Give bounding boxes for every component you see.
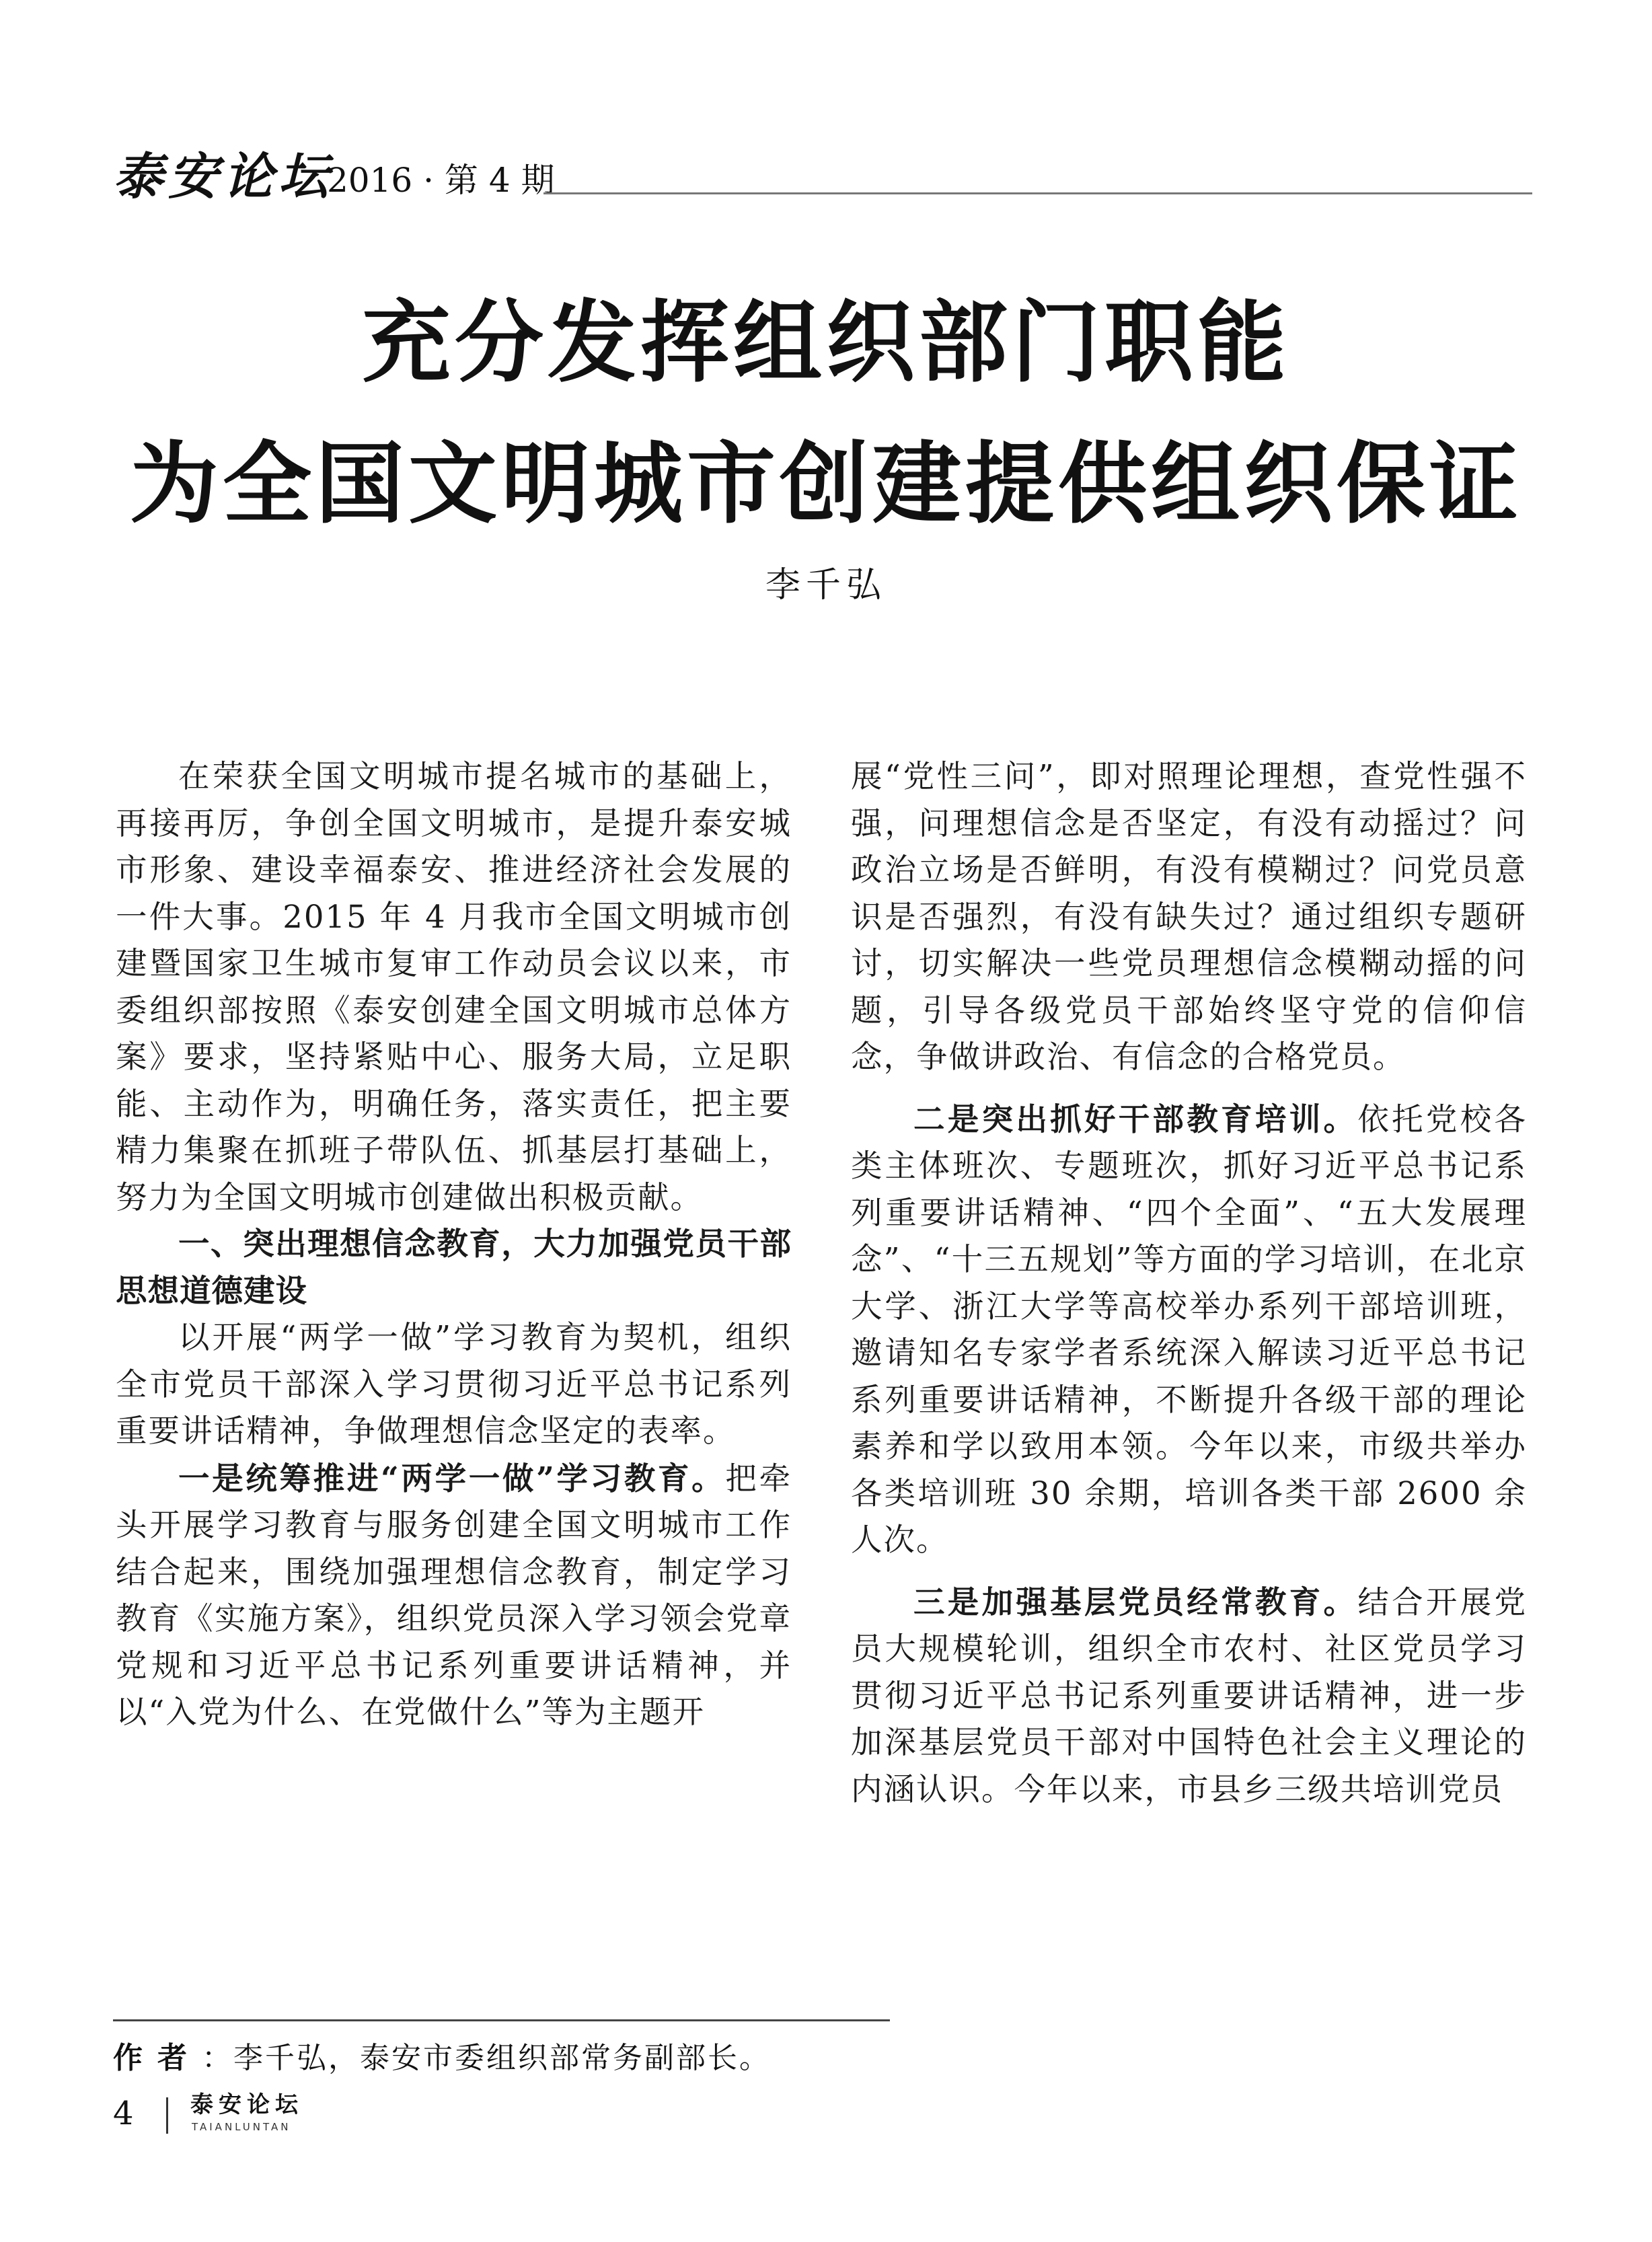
footer-divider [166, 2097, 168, 2134]
right-column [851, 753, 1527, 1813]
header-rule [543, 192, 1532, 194]
footer-pinyin: TAIANLUNTAN [192, 2121, 291, 2133]
paragraph [851, 1579, 1527, 1814]
article-title-line-1: 充分发挥组织部门职能 [362, 291, 1290, 395]
page-number: 4 [113, 2095, 134, 2132]
paragraph-lead: 二是突出抓好干部教育培训。 [913, 1100, 1358, 1137]
paragraph-lead: 一是统筹推进“两学一做”学习教育。 [178, 1459, 726, 1497]
paragraph [851, 1096, 1527, 1564]
article-title-line-2: 为全国文明城市创建提供组织保证 [130, 433, 1522, 536]
footnote-text: ：李千弘，泰安市委组织部常务副部长。 [202, 2041, 771, 2075]
paragraph: 展“党性三问”，即对照理论理想，查党性强不强，问理想信念是否坚定，有没有动摇过？问政治立场是否鲜明，有没有模糊过？问党员意识是否强烈，有没有缺失过？通过组织专题研讨，切实解决一些党员理想信念模糊动摇的问题，引导各级党员干部始终坚守党的信仰信念，争做讲政治、有信念的合格党员。 [851, 758, 1527, 1075]
left-column [116, 753, 792, 1736]
paragraph-body: 把牵头开展学习教育与服务创建全国文明城市工作结合起来，围绕加强理想信念教育，制定学习教育《实施方案》，组织党员深入学习领会党章党规和习近平总书记系列重要讲话精神，并以“入党为什么、在党做什么”等为主题开 [116, 1460, 792, 1730]
paragraph: 以开展“两学一做”学习教育为契机，组织全市党员干部深入学习贯彻习近平总书记系列重要讲话精神，争做理想信念坚定的表率。 [116, 1319, 792, 1449]
journal-name: 泰安论坛 [113, 148, 334, 206]
paragraph: 在荣获全国文明城市提名城市的基础上，再接再厉，争创全国文明城市，是提升泰安城市形象、建设幸福泰安、推进经济社会发展的一件大事。2015 年 4 月我市全国文明城市创建暨国家卫生城市复审工作动员会议以来，市委组织部按照《泰安创建全国文明城市总体方案》要求，坚持紧贴中心、服务大局，立足职能、主动作为，明确任务，落实责任，把主要精力集聚在抓班子带队伍、抓基层打基础上，努力为全国文明城市创建做出积极贡献。 [116, 758, 792, 1216]
running-header [113, 147, 1532, 207]
article-author: 李千弘 [765, 565, 887, 605]
footnote-label: 作者 [113, 2041, 202, 2075]
paragraph-lead: 三是加强基层党员经常教育。 [913, 1583, 1358, 1620]
paragraph [116, 1455, 792, 1736]
footnote-rule [113, 2019, 890, 2021]
footer-brand: 泰安论坛 [190, 2091, 303, 2118]
issue-label: 2016 · 第 4 期 [327, 161, 555, 200]
author-footnote [113, 2038, 771, 2079]
paragraph-body: 结合开展党员大规模轮训，组织全市农村、社区党员学习贯彻习近平总书记系列重要讲话精神，进一步加深基层党员干部对中国特色社会主义理论的内涵认识。今年以来，市县乡三级共培训党员 [851, 1583, 1528, 1807]
section-heading: 一、突出理想信念教育，大力加强党员干部思想道德建设 [116, 1226, 792, 1309]
paragraph-body: 依托党校各类主体班次、专题班次，抓好习近平总书记系列重要讲话精神、“四个全面”、“五大发展理念”、“十三五规划”等方面的学习培训，在北京大学、浙江大学等高校举办系列干部培训班，邀请知名专家学者系统深入解读习近平总书记系列重要讲话精神，不断提升各级干部的理论素养和学以致用本领。今年以来，市级共举办各类培训班 30 余期，培训各类干部 2600 余人次。 [851, 1100, 1528, 1558]
